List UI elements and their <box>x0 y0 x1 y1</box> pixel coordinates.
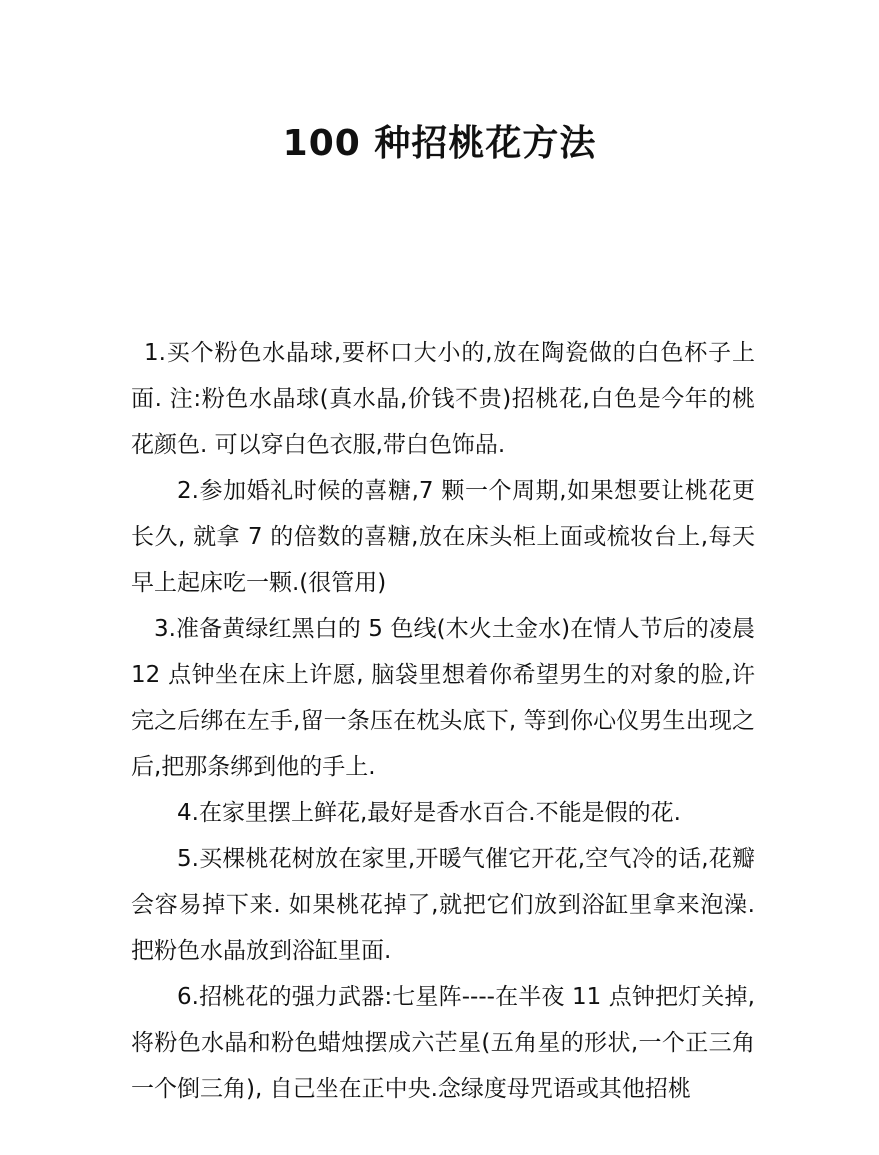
document-body <box>131 330 755 1112</box>
document-title: 100 种招桃花方法 <box>282 123 597 164</box>
paragraph-1: 1.买个粉色水晶球,要杯口大小的,放在陶瓷做的白色杯子上面. 注:粉色水晶球(真水晶,价钱不贵)招桃花,白色是今年的桃花颜色. 可以穿白色衣服,带白色饰品. <box>131 340 755 458</box>
paragraph-2: 2.参加婚礼时候的喜糖,7 颗一个周期,如果想要让桃花更长久, 就拿 7 的倍数的喜糖,放在床头柜上面或梳妆台上,每天早上起床吃一颗.(很管用) <box>131 478 755 596</box>
paragraph-5: 5.买棵桃花树放在家里,开暖气催它开花,空气冷的话,花瓣会容易掉下来. 如果桃花掉了,就把它们放到浴缸里拿来泡澡.把粉色水晶放到浴缸里面. <box>131 846 755 964</box>
paragraph-6: 6.招桃花的强力武器:七星阵----在半夜 11 点钟把灯关掉,将粉色水晶和粉色蜡烛摆成六芒星(五角星的形状,一个正三角一个倒三角), 自己坐在正中央.念绿度母咒语或其他招桃 <box>131 984 755 1102</box>
paragraph-3: 3.准备黄绿红黑白的 5 色线(木火土金水)在情人节后的凌晨 12 点钟坐在床上许愿, 脑袋里想着你希望男生的对象的脸,许完之后绑在左手,留一条压在枕头底下, 等到你心仪男生出现之后,把那条绑到他的手上. <box>131 616 755 780</box>
paragraph-4: 4.在家里摆上鲜花,最好是香水百合.不能是假的花. <box>177 800 681 826</box>
